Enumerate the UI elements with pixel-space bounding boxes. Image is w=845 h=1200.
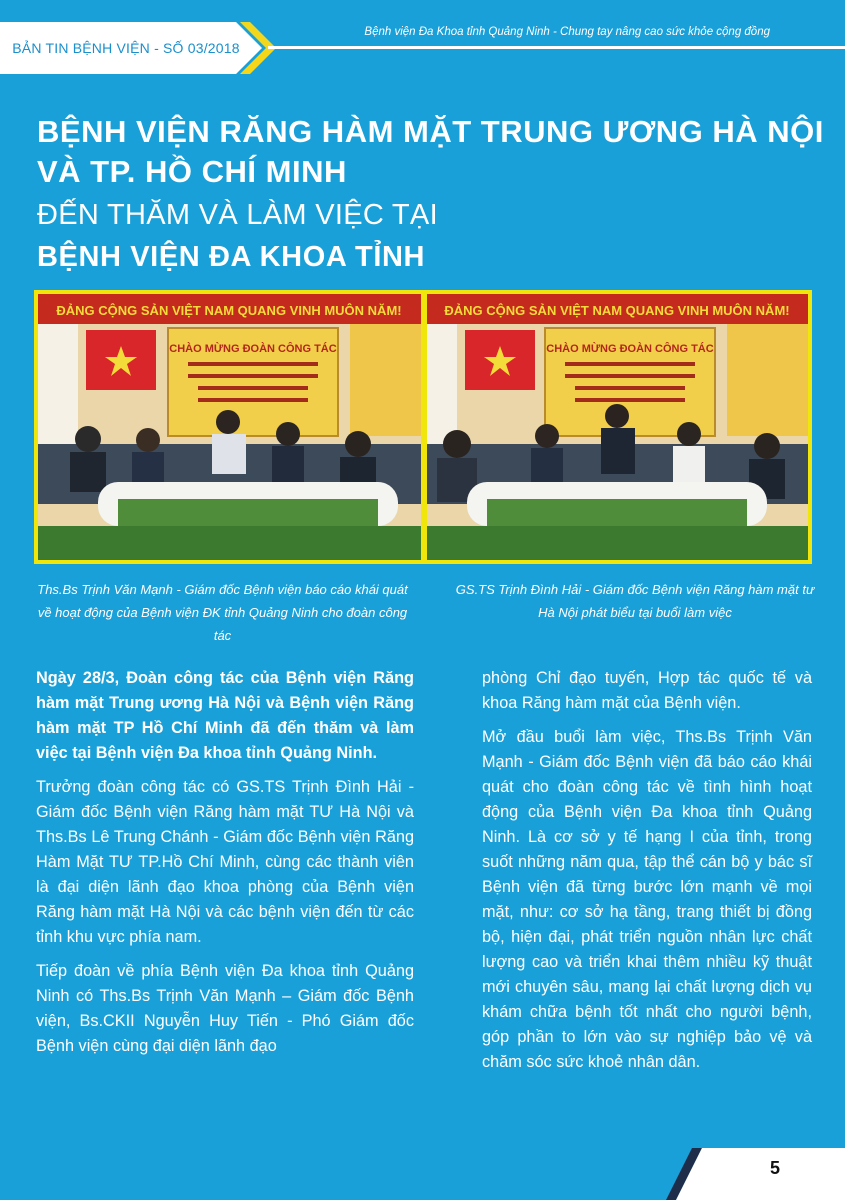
photo-caption-left: Ths.Bs Trịnh Văn Mạnh - Giám đốc Bệnh viện báo cáo khái quát về hoạt động của Bệnh viện ĐK tỉnh Quảng Ninh cho đoàn công tác [37, 582, 408, 643]
photo-caption-right: GS.TS Trịnh Đình Hải - Giám đốc Bệnh viện Răng hàm mặt tư Hà Nội phát biểu tại buổi làm việc [455, 582, 815, 620]
article-paragraph-1: Trưởng đoàn công tác có GS.TS Trịnh Đình Hải - Giám đốc Bệnh viện Răng hàm mặt TƯ Hà Nội và Ths.Bs Lê Trung Chánh - Giám đốc Bệnh viện Răng Hàm Mặt TƯ TP.Hồ Chí Minh, cùng các thành viên là đại diện lãnh đạo khoa phòng của Bệnh viện Răng hàm mặt Hà Nội và các bệnh viện đến từ các tỉnh khu vực phía nam. [36, 778, 414, 946]
title-line-2: VÀ TP. HỒ CHÍ MINH [37, 154, 347, 189]
meeting-photo-right-image [427, 294, 808, 560]
page-number: 5 [769, 1158, 780, 1178]
article-lead: Ngày 28/3, Đoàn công tác của Bệnh viện Răng hàm mặt Trung ương Hà Nội và Bệnh viện Răng hàm mặt TP Hồ Chí Minh đã đến thăm và làm việc tại Bệnh viện Đa khoa tỉnh Quảng Ninh. [36, 669, 414, 762]
article-title [37, 112, 827, 276]
issue-label: BẢN TIN BỆNH VIỆN - SỐ 03/2018 [12, 40, 240, 56]
title-line-3: ĐẾN THĂM VÀ LÀM VIỆC TẠI [37, 199, 438, 231]
photo-banner-text-left: ĐẢNG CỘNG SẢN VIỆT NAM QUANG VINH MUÔN NĂM! [56, 303, 402, 318]
photo-frame [34, 290, 812, 564]
title-line-1: BỆNH VIỆN RĂNG HÀM MẶT TRUNG ƯƠNG HÀ NỘI [37, 114, 824, 149]
article-column-right [482, 666, 812, 1084]
photo-welcome-text-left: CHÀO MỪNG ĐOÀN CÔNG TÁC [169, 343, 337, 355]
title-line-4: BỆNH VIỆN ĐA KHOA TỈNH [37, 241, 426, 273]
meeting-photo-left-image [38, 294, 421, 560]
photo-welcome-text-right: CHÀO MỪNG ĐOÀN CÔNG TÁC [546, 343, 714, 355]
meeting-photo-right [427, 294, 808, 560]
article-column-left [36, 666, 414, 1068]
article-paragraph-3: phòng Chỉ đạo tuyến, Hợp tác quốc tế và khoa Răng hàm mặt của Bệnh viện. [482, 669, 812, 712]
header-divider [268, 46, 845, 49]
header-tagline: Bệnh viện Đa Khoa tỉnh Quảng Ninh - Chung tay nâng cao sức khỏe cộng đồng [364, 26, 770, 38]
photo-banner-text-right: ĐẢNG CỘNG SẢN VIỆT NAM QUANG VINH MUÔN NĂM! [444, 303, 790, 318]
meeting-photo-left [38, 294, 421, 560]
article-paragraph-4: Mở đầu buổi làm việc, Ths.Bs Trịnh Văn Mạnh - Giám đốc Bệnh viện đã báo cáo khái quát cho đoàn công tác về tình hình hoạt động của Bệnh viện Đa khoa tỉnh Quảng Ninh. Là cơ sở y tế hạng I của tỉnh, trong suốt những năm qua, tập thể cán bộ y bác sĩ Bệnh viện đã từng bước lớn mạnh về mọi mặt, như: cơ sở hạ tầng, trang thiết bị đồng bộ, hiện đại, phát triển nguồn nhân lực chất lượng cao và triển khai thêm nhiều kỹ thuật mới chuyên sâu, mang lại chất lượng dịch vụ khám chữa bệnh tốt nhất cho người bệnh, góp phần to lớn vào sự nghiệp bảo vệ và chăm sóc sức khoẻ nhân dân. [482, 728, 812, 1071]
article-paragraph-2: Tiếp đoàn về phía Bệnh viện Đa khoa tỉnh Quảng Ninh có Ths.Bs Trịnh Văn Mạnh – Giám đốc Bệnh viện, Bs.CKII Nguyễn Huy Tiến - Phó Giám đốc Bệnh viện cùng đại diện lãnh đạo [36, 962, 414, 1055]
